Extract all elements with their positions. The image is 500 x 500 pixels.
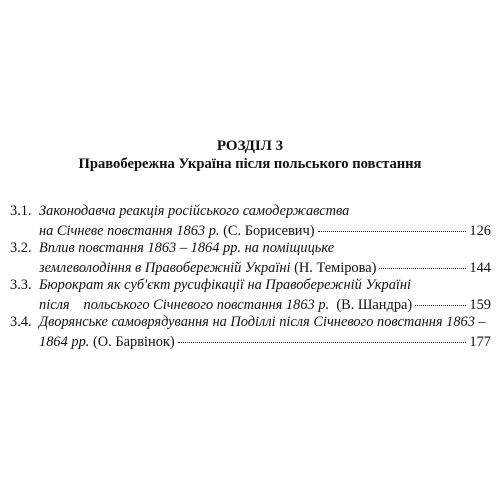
toc-entry-3-4-line-2[interactable]	[39, 332, 491, 349]
dot-leader	[318, 218, 467, 232]
toc-entry-title: Дворянське самоврядування на Поділлі після Січневого повстання 1863 –	[39, 314, 486, 330]
toc-entry-title-continued: на Січневе повстання 1863 р.	[39, 223, 220, 239]
toc-entry-title: Бюрократ як суб'єкт русифікації на Правобережній Україні	[39, 277, 412, 293]
toc-entry-author: (В. Шандра)	[336, 297, 413, 313]
toc-entry-3-2-line-2[interactable]	[39, 258, 491, 275]
toc-entry-title-continued: 1864 рр.	[39, 334, 90, 350]
toc-entry-3-3-line-2[interactable]	[39, 295, 491, 312]
toc-entry-page: 126	[469, 223, 491, 239]
toc-entry-page: 159	[469, 297, 491, 313]
toc-entry-title: Вплив повстання 1863 – 1864 рр. на поміщицьке	[39, 240, 335, 256]
toc-entry-author: (О. Барвінок)	[92, 334, 175, 350]
toc-entry-number: 3.4.	[10, 314, 32, 330]
section-heading: РОЗДІЛ 3	[216, 138, 284, 154]
toc-entry-page: 144	[469, 260, 491, 276]
toc-entry-author: (С. Борисевич)	[223, 223, 315, 239]
toc-entry-title-continued: після	[39, 297, 70, 313]
toc-entry-3-2-line-1	[10, 240, 334, 257]
toc-entry-title-continued: землеволодіння в Правобережній Україні	[39, 260, 291, 276]
toc-entry-3-1-line-2[interactable]	[39, 221, 491, 238]
toc-entry-3-1-line-1	[10, 203, 349, 220]
toc-entry-author: (Н. Темірова)	[294, 260, 377, 276]
toc-entry-page: 177	[469, 334, 491, 350]
dot-leader	[415, 292, 466, 306]
toc-entry-title-continued: польського Січневого повстання 1863 р.	[83, 297, 330, 313]
dot-leader	[379, 255, 466, 269]
toc-entry-title: Законодавча реакція російського самодержавства	[39, 203, 350, 219]
toc-entry-number: 3.3.	[10, 277, 32, 293]
toc-entry-number: 3.2.	[10, 240, 32, 256]
section-title: Правобережна Україна після польського повстання	[78, 156, 422, 172]
toc-entry-number: 3.1.	[10, 203, 32, 219]
toc-entry-3-3-line-1	[10, 277, 411, 294]
dot-leader	[178, 329, 467, 343]
